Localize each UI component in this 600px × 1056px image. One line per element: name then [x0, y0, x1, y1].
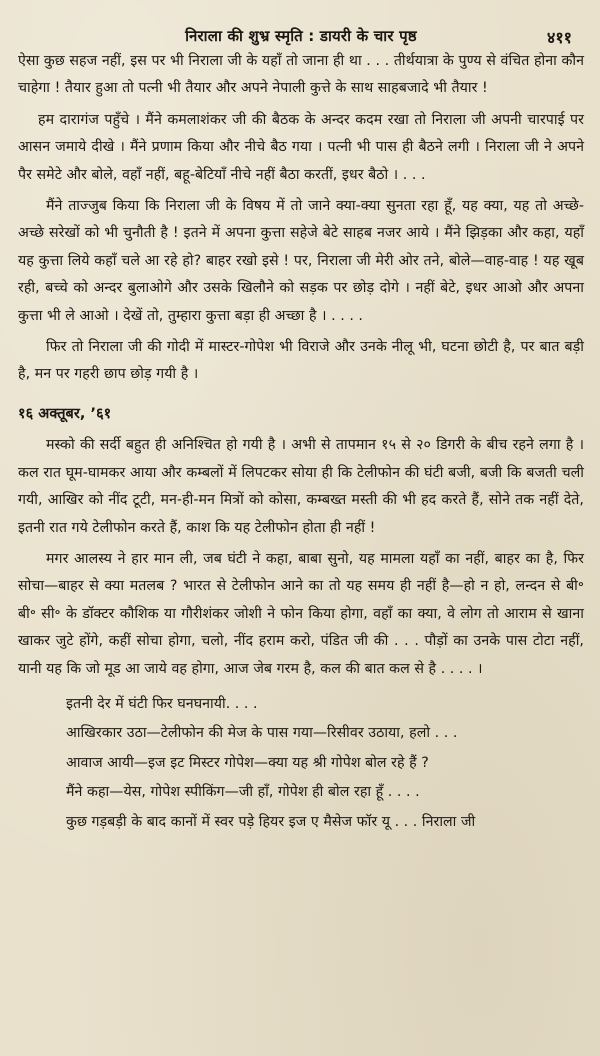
page-number: ४११ [547, 28, 572, 47]
dialogue-line: मैंने कहा—येस, गोपेश स्पीकिंग—जी हाँ, गोपेश ही बोल रहा हूँ . . . . [66, 784, 420, 801]
dialogue-line: आवाज आयी—इज इट मिस्टर गोपेश—क्या यह श्री गोपेश बोल रहे हैं ? [66, 754, 429, 771]
dialogue-line: कुछ गड़बड़ी के बाद कानों में स्वर पड़े हियर इज ए मैसेज फॉर यू . . . निराला जी [66, 813, 476, 830]
running-head [18, 14, 584, 48]
dialogue-line: आखिरकार उठा—टेलीफोन की मेज के पास गया—रिसीवर उठाया, हलो . . . [66, 725, 458, 742]
paragraph: हम दारागंज पहुँचे । मैंने कमलाशंकर जी की बैठक के अन्दर कदम रखा तो निराला जी अपनी चारपाई पर आसन जमाये दीखे । मैंने प्रणाम किया और नीचे बैठ गया । पत्नी भी पास ही बैठने लगी । निराला जी ने अपने पैर समेटे और बोले, वहाँ नहीं, बहू-बेटियाँ नीचे नहीं बैठा करतीं, इधर बैठो । . . . [18, 111, 584, 183]
dialogue-line: इतनी देर में घंटी फिर घनघनायी. . . . [66, 695, 258, 712]
paragraph: मगर आलस्य ने हार मान ली, जब घंटी ने कहा, बाबा सुनो, यह मामला यहाँ का नहीं, बाहर का है, फिर सोचा—बाहर से क्या मतलब ? भारत से टेलीफोन आने का तो यह समय ही नहीं है—हो न हो, लन्दन से बी॰ बी॰ सी॰ के डॉक्टर कौशिक या गौरीशंकर जोशी ने फोन किया होगा, वहाँ का क्या, वे लोग तो आराम से खाना खाकर जुटे होंगे, कहीं सोचा होगा, चलो, नींद हराम करो, पंडित जी की . . . पौड़ों का उनके पास टोटा नहीं, यानी यह कि जो मूड आ जाये वह होगा, आज जेब गरम है, कल की बात कल से है . . . . । [18, 550, 584, 677]
paragraph: ऐसा कुछ सहज नहीं, इस पर भी निराला जी के यहाँ तो जाना ही था . . . तीर्थयात्रा के पुण्य से वंचित होना कौन चाहेगा ! तैयार हुआ तो पत्नी भी तैयार और अपने नेपाली कुत्ते के साथ साहबजादे भी तैयार ! [18, 53, 584, 97]
body-text [18, 48, 584, 836]
paragraph: मस्को की सर्दी बहुत ही अनिश्चित हो गयी है । अभी से तापमान १५ से २० डिगरी के बीच रहने लगा है । कल रात घूम-घामकर आया और कम्बलों में लिपटकर सोया ही कि टेलीफोन की घंटी बजी, बजी कि बजती चली गयी, आखिर को नींद टूटी, मन-ही-मन मित्रों को कोसा, कम्बख्त मस्ती की भी हद करते हैं, सोने तक नहीं देते, इतनी रात गये टेलीफोन करते हैं, काश कि यह टेलीफोन होता ही नहीं ! [18, 437, 584, 536]
paragraph: मैंने ताज्जुब किया कि निराला जी के विषय में तो जाने क्या-क्या सुनता रहा हूँ, यह क्या, यह तो अच्छे-अच्छे सरेखों को भी चुनौती है ! इतने में अपना कुत्ता सहेजे बेटे साहब नजर आये । मैंने झिड़का और कहा, यहाँ यह कुत्ता लिये कहाँ चले आ रहे हो? बाहर रखो इसे ! पर, निराला जी मेरी ओर तने, बोले—वाह-वाह ! यह खूब रही, बच्चे को अन्दर बुलाओगे और उसके खिलौने को सड़क पर छोड़ दोगे । नहीं बेटे, इधर आओ और अपना कुत्ता भी ले आओ । देखें तो, तुम्हारा कुत्ता बड़ा ही अच्छा है । . . . . [18, 198, 584, 324]
paragraph: फिर तो निराला जी की गोदी में मास्टर-गोपेश भी विराजे और उनके नीलू भी, घटना छोटी है, पर बात बड़ी है, मन पर गहरी छाप छोड़ गयी है । [18, 339, 584, 383]
date-heading: १६ अक्तूबर, ’६१ [18, 405, 112, 422]
running-title: निराला की शुभ्र स्मृति : डायरी के चार पृष्ठ [185, 27, 417, 45]
